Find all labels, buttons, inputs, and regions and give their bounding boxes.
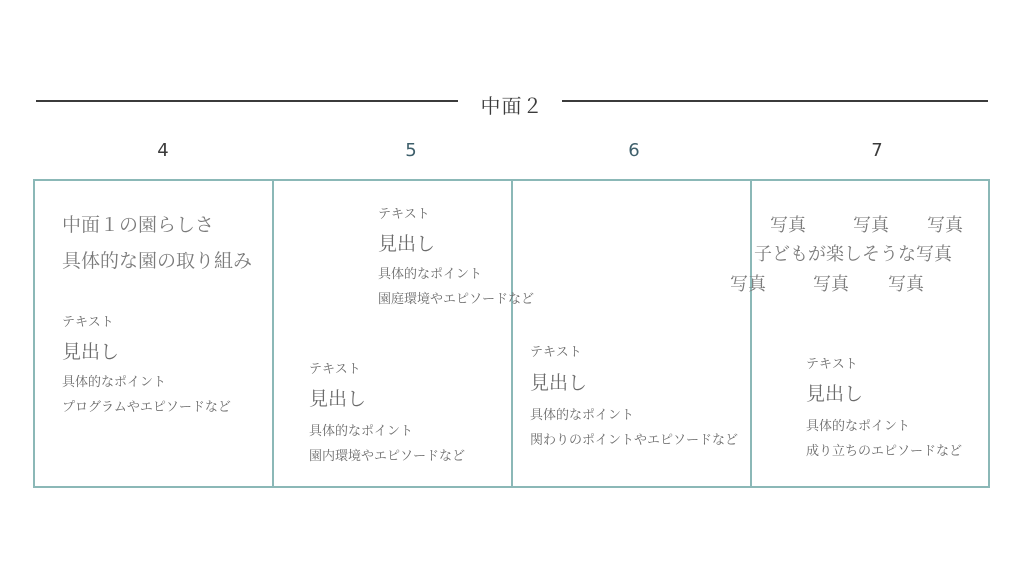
page4-text-label: テキスト [62,315,114,330]
page4-heading: 見出し [62,341,120,363]
page6-label: テキスト [530,345,582,360]
page-number-5: 5 [405,140,417,161]
page-number-7: 7 [871,140,883,161]
page7-label: テキスト [806,357,858,372]
page6-heading: 見出し [530,372,588,394]
page5-block1-episode: 園庭環境やエピソードなど [378,292,535,307]
page5-block1-heading: 見出し [378,233,436,255]
header-rule-left [36,100,458,102]
page5-block2-point: 具体的なポイント [309,424,414,439]
page7-photo-2: 写真 [853,215,889,236]
page5-block2-heading: 見出し [309,388,367,410]
page7-photo-5: 写真 [813,274,849,295]
page4-episode: プログラムやエピソードなど [62,400,231,415]
page-5-panel [272,179,513,488]
page5-block2-label: テキスト [309,362,361,377]
header-rule-right [562,100,988,102]
page4-title-line2: 具体的な園の取り組み [62,250,253,272]
page7-heading: 見出し [806,383,864,405]
page7-photo-4: 写真 [730,274,766,295]
page5-block2-episode: 園内環境やエピソードなど [309,449,466,464]
page7-photo-caption: 子どもが楽しそうな写真 [754,244,952,265]
page4-point: 具体的なポイント [62,375,167,390]
page4-title-line1: 中面１の園らしさ [62,214,215,236]
page7-episode: 成り立ちのエピソードなど [806,444,963,459]
page7-photo-1: 写真 [770,215,806,236]
page7-point: 具体的なポイント [806,419,911,434]
page5-block1-label: テキスト [378,207,430,222]
page-number-6: 6 [628,140,640,161]
page-number-4: 4 [157,140,169,161]
page6-point: 具体的なポイント [530,408,635,423]
page6-episode: 関わりのポイントやエピソードなど [530,433,739,448]
page5-block1-point: 具体的なポイント [378,267,483,282]
page7-photo-6: 写真 [888,274,924,295]
spread-title: 中面２ [480,94,544,118]
page7-photo-3: 写真 [927,215,963,236]
